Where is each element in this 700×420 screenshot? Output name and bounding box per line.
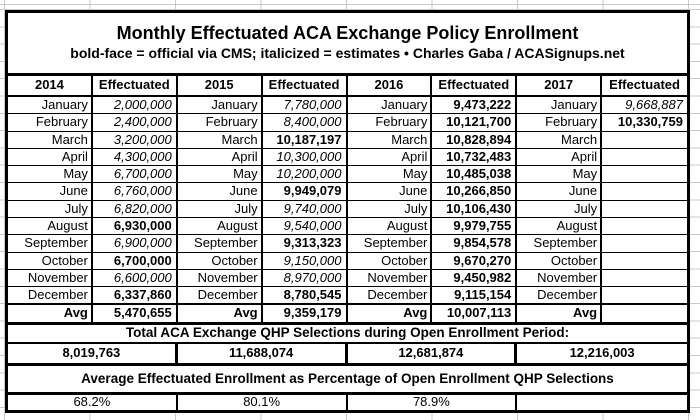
qhp-total-2015-cell[interactable]: 11,688,074 (178, 344, 348, 363)
value-cell[interactable]: 9,979,755 (432, 218, 517, 234)
value-cell[interactable]: 2,400,000 (93, 114, 178, 130)
year-header-cell: 2014 (8, 76, 93, 95)
value-cell[interactable]: 9,450,982 (432, 270, 517, 286)
month-cell: December (8, 287, 93, 302)
grid-row (8, 218, 687, 235)
month-cell: March (517, 132, 602, 148)
value-cell[interactable]: 9,854,578 (432, 235, 517, 251)
value-cell[interactable] (602, 132, 687, 148)
value-cell[interactable]: 10,121,700 (432, 114, 517, 130)
month-cell: November (8, 270, 93, 286)
month-cell: August (178, 218, 263, 234)
grid-row (8, 201, 687, 218)
value-cell[interactable]: 9,115,154 (432, 287, 517, 302)
value-cell[interactable] (602, 149, 687, 165)
avg-label-cell: Avg (348, 305, 433, 322)
month-cell: September (8, 235, 93, 251)
avg-value-cell[interactable]: 9,359,179 (263, 305, 348, 322)
avg-value-cell[interactable]: 10,007,113 (432, 305, 517, 322)
value-cell[interactable] (602, 270, 687, 286)
month-cell: June (8, 183, 93, 199)
grid-row (8, 132, 687, 149)
value-cell[interactable]: 6,900,000 (93, 235, 178, 251)
avg-label-cell: Avg (8, 305, 93, 322)
effectuated-header-cell: Effectuated (93, 76, 178, 95)
month-cell: June (348, 183, 433, 199)
month-cell: November (517, 270, 602, 286)
month-cell: December (178, 287, 263, 302)
pct-2016-cell[interactable]: 78.9% (348, 395, 518, 410)
value-cell[interactable]: 7,780,000 (263, 97, 348, 113)
value-cell[interactable]: 6,700,000 (93, 253, 178, 269)
month-cell: February (348, 114, 433, 130)
month-cell: November (348, 270, 433, 286)
value-cell[interactable]: 9,740,000 (263, 201, 348, 217)
value-cell[interactable]: 10,828,894 (432, 132, 517, 148)
month-cell: July (178, 201, 263, 217)
month-cell: October (178, 253, 263, 269)
month-cell: February (8, 114, 93, 130)
year-header-cell: 2017 (517, 76, 602, 95)
month-cell: December (348, 287, 433, 302)
month-cell: January (178, 97, 263, 113)
value-cell[interactable]: 10,106,430 (432, 201, 517, 217)
value-cell[interactable]: 6,600,000 (93, 270, 178, 286)
pct-2014-cell[interactable]: 68.2% (8, 395, 178, 410)
avg-label-cell: Avg (517, 305, 602, 322)
month-cell: February (178, 114, 263, 130)
month-cell: August (8, 218, 93, 234)
pct-2015-cell[interactable]: 80.1% (178, 395, 348, 410)
value-cell[interactable]: 9,540,000 (263, 218, 348, 234)
month-cell: October (517, 253, 602, 269)
table-title: Monthly Effectuated ACA Exchange Policy Enrollment (116, 23, 579, 43)
month-cell: July (517, 201, 602, 217)
month-cell: May (178, 166, 263, 182)
value-cell[interactable]: 10,200,000 (263, 166, 348, 182)
value-cell[interactable]: 6,760,000 (93, 183, 178, 199)
value-cell[interactable]: 2,000,000 (93, 97, 178, 113)
value-cell[interactable]: 6,930,000 (93, 218, 178, 234)
month-cell: September (348, 235, 433, 251)
pct-row (8, 395, 687, 410)
value-cell[interactable]: 9,668,887 (625, 97, 683, 112)
value-cell[interactable]: 3,200,000 (93, 132, 178, 148)
value-cell[interactable]: 8,970,000 (263, 270, 348, 286)
value-cell[interactable]: 10,266,850 (432, 183, 517, 199)
grid-row (8, 76, 687, 97)
value-cell[interactable] (602, 287, 687, 302)
value-cell[interactable] (602, 183, 687, 199)
month-cell: July (8, 201, 93, 217)
pct-header: Average Effectuated Enrollment as Percentage of Open Enrollment QHP Selections (8, 366, 687, 395)
month-cell: March (8, 132, 93, 148)
value-cell[interactable]: 9,473,222 (432, 97, 517, 113)
month-cell: November (178, 270, 263, 286)
qhp-totals-header: Total ACA Exchange QHP Selections during Open Enrollment Period: (8, 322, 687, 344)
monthly-grid (8, 76, 687, 322)
effectuated-header-cell: Effectuated (432, 76, 517, 95)
value-cell[interactable]: 8,400,000 (263, 114, 348, 130)
value-cell[interactable] (602, 253, 687, 269)
value-cell[interactable]: 10,732,483 (432, 149, 517, 165)
month-cell: August (517, 218, 602, 234)
grid-row (8, 149, 687, 166)
grid-row (8, 287, 687, 304)
grid-row (8, 166, 687, 183)
value-cell[interactable] (602, 235, 687, 251)
qhp-total-2017-cell[interactable]: 12,216,003 (569, 344, 635, 360)
value-cell[interactable]: 4,300,000 (93, 149, 178, 165)
qhp-total-2014-cell[interactable]: 8,019,763 (8, 344, 178, 363)
month-cell: October (348, 253, 433, 269)
year-header-cell: 2016 (348, 76, 433, 95)
avg-label-cell: Avg (178, 305, 263, 322)
month-cell: January (8, 97, 93, 113)
value-cell[interactable] (602, 166, 687, 182)
year-header-cell: 2015 (178, 76, 263, 95)
qhp-total-2016-cell[interactable]: 12,681,874 (348, 344, 518, 363)
grid-row (8, 97, 687, 114)
avg-value-cell[interactable]: 5,470,655 (93, 305, 178, 322)
value-cell[interactable]: 10,300,000 (263, 149, 348, 165)
pct-2017-cell[interactable] (517, 395, 687, 410)
value-cell[interactable]: 10,330,759 (617, 114, 683, 130)
grid-row (8, 270, 687, 287)
month-cell: October (8, 253, 93, 269)
month-cell: March (178, 132, 263, 148)
month-cell: August (348, 218, 433, 234)
value-cell[interactable]: 6,337,860 (93, 287, 178, 302)
value-cell[interactable]: 9,949,079 (263, 183, 348, 199)
month-cell: September (178, 235, 263, 251)
qhp-totals-row (8, 344, 687, 366)
title-box (8, 13, 687, 76)
effectuated-header-cell: Effectuated (263, 76, 348, 95)
table-subtitle: bold-face = official via CMS; italicized = estimates • Charles Gaba / ACASignups.net (70, 45, 625, 61)
effectuated-header-cell: Effectuated (609, 77, 680, 92)
month-cell: May (8, 166, 93, 182)
month-cell: March (348, 132, 433, 148)
month-cell: April (517, 149, 602, 165)
value-cell[interactable] (602, 218, 687, 234)
value-cell[interactable]: 6,820,000 (93, 201, 178, 217)
value-cell[interactable]: 6,700,000 (93, 166, 178, 182)
month-cell: June (178, 183, 263, 199)
month-cell: May (348, 166, 433, 182)
month-cell: September (517, 235, 602, 251)
value-cell[interactable]: 9,150,000 (263, 253, 348, 269)
month-cell: December (517, 287, 602, 302)
avg-value-cell[interactable] (602, 305, 687, 322)
value-cell[interactable]: 10,485,038 (432, 166, 517, 182)
grid-row (8, 305, 687, 322)
month-cell: July (348, 201, 433, 217)
grid-row (8, 253, 687, 270)
month-cell: June (517, 183, 602, 199)
month-cell: April (178, 149, 263, 165)
value-cell[interactable]: 8,780,545 (263, 287, 348, 302)
month-cell: January (348, 97, 433, 113)
month-cell: May (517, 166, 602, 182)
grid-row (8, 235, 687, 252)
month-cell: April (348, 149, 433, 165)
grid-row (8, 183, 687, 200)
month-cell: February (517, 114, 602, 130)
month-cell: April (8, 149, 93, 165)
value-cell[interactable]: 9,313,323 (263, 235, 348, 251)
value-cell[interactable] (602, 201, 687, 217)
month-cell: January (517, 97, 602, 113)
value-cell[interactable]: 9,670,270 (432, 253, 517, 269)
enrollment-table (5, 10, 690, 413)
value-cell[interactable]: 10,187,197 (263, 132, 348, 148)
grid-row (8, 114, 687, 131)
